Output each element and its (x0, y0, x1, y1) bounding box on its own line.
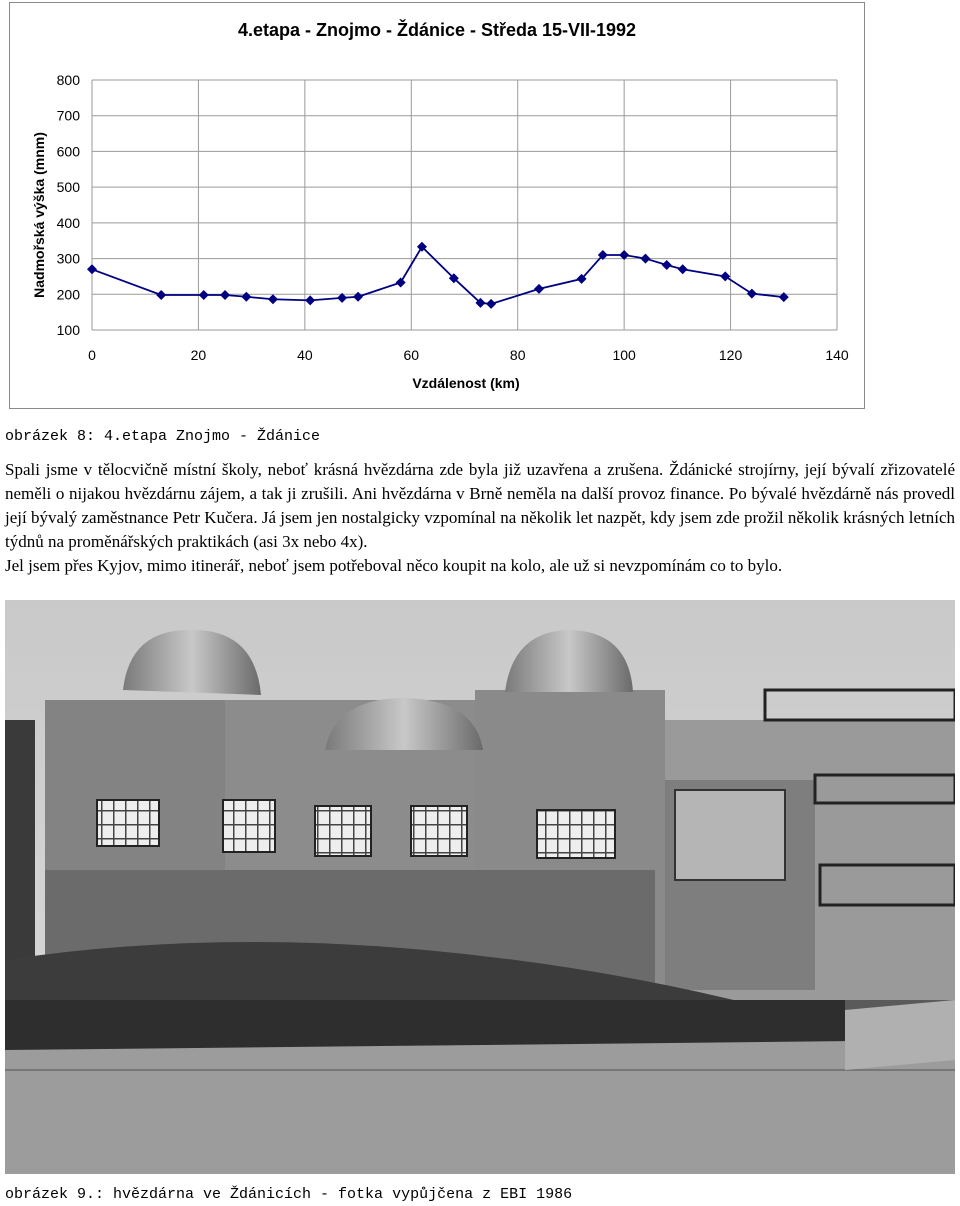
elevation-point (396, 278, 406, 288)
body-paragraph-2: Jel jsem přes Kyjov, mimo itinerář, neboť jsem potřeboval něco koupit na kolo, ale už si nevzpomínám co to bylo. (5, 556, 783, 575)
figure-8-caption: obrázek 8: 4.etapa Znojmo - Ždánice (5, 428, 321, 445)
x-tick-label: 60 (403, 347, 420, 363)
elevation-point (678, 264, 688, 274)
chart-series (87, 242, 789, 309)
elevation-point (87, 264, 97, 274)
x-tick-label: 20 (190, 347, 207, 363)
elevation-point (220, 290, 230, 300)
elevation-point (353, 292, 363, 302)
elevation-point (662, 260, 672, 270)
elevation-chart (9, 2, 865, 409)
body-paragraph-1: Spali jsme v tělocvičně místní školy, neboť krásná hvězdárna zde byla již uzavřena a zrušena. Ždánické strojírny, její bývalí zřizovatelé neměli o nijakou hvězdárnu zájem, a tak ji zrušili. Ani hvězdárna v Brně neměla na další provoz finance. Po bývalé hvězdárně nás provedl její bývalý zaměstnance Petr Kučera. Já jsem jen nostalgicky vzpomínal na několik let nazpět, kdy jsem zde prožil několik krásných letních týdnů na proměnářských praktikách (asi 3x nebo 4x). (5, 460, 955, 551)
y-tick-label: 300 (56, 250, 80, 267)
y-tick-label: 200 (56, 286, 80, 303)
x-tick-label: 120 (718, 347, 743, 363)
elevation-point (199, 290, 209, 300)
y-tick-label: 400 (56, 214, 80, 231)
chart-title: 4.etapa - Znojmo - Ždánice - Středa 15-VII-1992 (237, 20, 637, 40)
elevation-point (534, 284, 544, 294)
x-axis-label: Vzdálenost (km) (412, 375, 520, 391)
elevation-point (486, 299, 496, 309)
x-tick-label: 80 (509, 347, 526, 363)
body-text (5, 458, 955, 578)
elevation-point (241, 292, 251, 302)
x-tick-label: 40 (297, 347, 313, 363)
y-tick-label: 800 (56, 72, 80, 88)
elevation-point (268, 294, 278, 304)
elevation-point (720, 271, 730, 281)
elevation-chart-svg (10, 3, 864, 408)
figure-9-caption: obrázek 9.: hvězdárna ve Ždánicích - fotka vypůjčena z EBI 1986 (5, 1186, 573, 1203)
elevation-point (779, 292, 789, 302)
elevation-line (92, 247, 784, 304)
elevation-point (747, 289, 757, 299)
x-tick-label: 140 (825, 347, 849, 363)
y-tick-label: 500 (56, 179, 80, 196)
y-axis-label: Nadmořská výška (mnm) (31, 132, 47, 298)
elevation-point (156, 290, 166, 300)
elevation-point (640, 254, 650, 264)
y-tick-label: 100 (56, 322, 80, 338)
elevation-point (305, 295, 315, 305)
x-tick-label: 100 (612, 347, 636, 363)
observatory-photo (5, 600, 955, 1174)
y-tick-label: 600 (56, 143, 80, 160)
x-tick-label: 0 (88, 347, 96, 363)
y-tick-label: 700 (56, 107, 80, 124)
